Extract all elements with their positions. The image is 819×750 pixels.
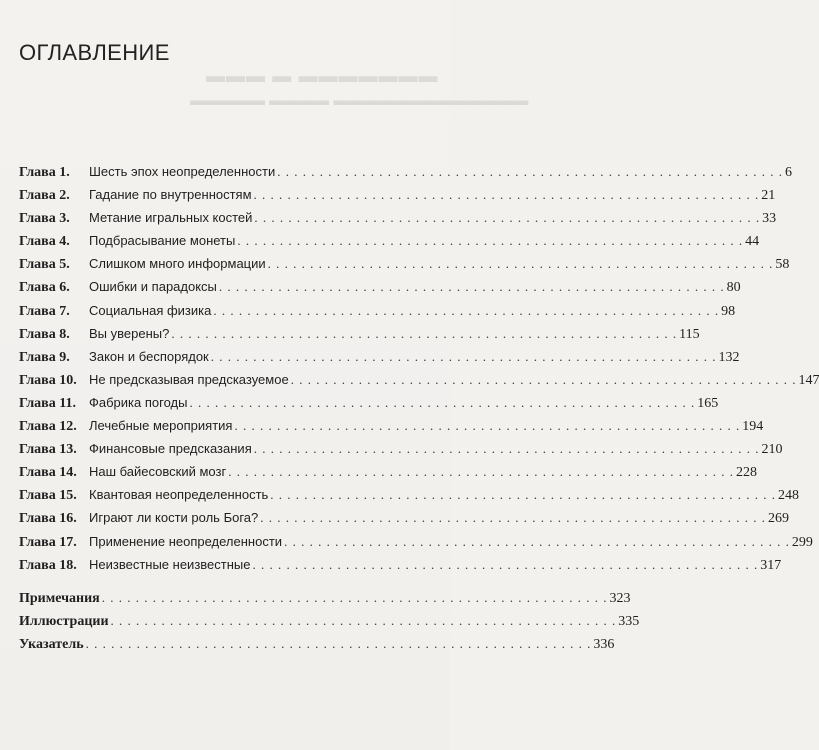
dot-leader	[284, 530, 790, 553]
chapter-number: Глава 14.	[19, 465, 77, 481]
toc-entry	[19, 391, 719, 414]
bleed-through-text: ▬▬▬▬▬ ▬▬▬▬ ▬▬▬▬▬▬▬▬▬▬▬▬▬	[190, 92, 529, 109]
chapter-number: Глава 10.	[19, 372, 77, 388]
page-number: 58	[775, 257, 790, 273]
chapter-title: Квантовая неопределенность	[89, 487, 269, 503]
page-number: 317	[760, 557, 782, 573]
chapter-number: Глава 9.	[19, 349, 70, 365]
back-matter-title: Иллюстрации	[19, 613, 109, 629]
toc-entry	[19, 460, 757, 483]
dot-leader	[219, 275, 725, 298]
chapter-title: Слишком много информации	[89, 256, 266, 272]
dot-leader	[254, 437, 760, 460]
toc-entry	[19, 483, 800, 506]
chapter-title: Гадание по внутренностям	[89, 187, 252, 203]
chapter-list	[19, 160, 819, 576]
dot-leader	[268, 252, 774, 275]
page-number: 21	[761, 188, 776, 204]
chapter-number: Глава 16.	[19, 511, 77, 527]
chapter-number: Глава 8.	[19, 326, 70, 342]
back-matter-entry	[19, 586, 631, 609]
toc-entry	[19, 229, 760, 252]
page-number: 44	[745, 234, 760, 250]
toc-entry	[19, 368, 819, 391]
toc-entry	[19, 506, 789, 529]
chapter-number: Глава 1.	[19, 165, 70, 180]
page-number: 147	[798, 372, 819, 388]
page-number: 299	[791, 534, 813, 550]
page-number: 165	[697, 395, 719, 411]
toc-entry	[19, 183, 776, 206]
page-number: 33	[762, 211, 777, 227]
dot-leader	[189, 391, 695, 414]
chapter-title: Финансовые предсказания	[89, 441, 252, 457]
chapter-title: Метание игральных костей	[89, 210, 253, 226]
chapter-number: Глава 5.	[19, 257, 70, 273]
chapter-number: Глава 18.	[19, 557, 77, 573]
page-number: 194	[742, 419, 764, 435]
toc-entry	[19, 530, 813, 553]
back-matter-list	[19, 586, 640, 655]
back-matter-title: Примечания	[19, 590, 100, 606]
chapter-title: Играют ли кости роль Бога?	[89, 510, 259, 526]
chapter-number: Глава 11.	[19, 395, 76, 411]
chapter-number: Глава 4.	[19, 234, 70, 250]
dot-leader	[291, 368, 797, 391]
toc-entry	[19, 437, 783, 460]
dot-leader	[111, 609, 617, 632]
table-of-contents	[19, 160, 819, 655]
dot-leader	[252, 553, 758, 576]
chapter-title: Не предсказывая предсказуемое	[89, 371, 289, 387]
dot-leader	[86, 632, 592, 655]
page-number: 98	[721, 303, 736, 319]
chapter-number: Глава 6.	[19, 280, 70, 296]
chapter-title: Фабрика погоды	[89, 394, 188, 410]
page-number: 335	[618, 613, 640, 629]
chapter-title: Вы уверены?	[89, 325, 170, 341]
page-number: 6	[784, 165, 792, 180]
chapter-title: Ошибки и парадоксы	[89, 279, 217, 295]
chapter-number: Глава 3.	[19, 211, 70, 227]
page-number: 80	[726, 280, 741, 296]
toc-entry	[19, 322, 700, 345]
chapter-number: Глава 7.	[19, 303, 70, 319]
back-matter-title: Указатель	[19, 636, 84, 652]
chapter-number: Глава 17.	[19, 534, 77, 550]
page-number: 269	[768, 511, 789, 527]
toc-entry	[19, 252, 790, 275]
chapter-title: Неизвестные неизвестные	[89, 556, 251, 572]
chapter-number: Глава 15.	[19, 488, 77, 504]
page-number: 132	[718, 349, 740, 365]
dot-leader	[234, 414, 740, 437]
toc-entry	[19, 553, 782, 576]
page-number: 323	[609, 590, 631, 606]
page-number: 115	[679, 326, 700, 342]
chapter-number: Глава 13.	[19, 442, 77, 458]
dot-leader	[211, 345, 717, 368]
chapter-title: Наш байесовский мозг	[89, 464, 227, 480]
dot-leader	[254, 206, 760, 229]
chapter-title: Закон и беспорядок	[89, 348, 209, 364]
chapter-number: Глава 2.	[19, 188, 70, 204]
bleed-through-text: ▬▬▬ ▬ ▬▬▬▬▬▬▬	[206, 66, 439, 87]
chapter-title: Шесть эпох неопределенности	[89, 164, 276, 179]
toc-entry	[19, 345, 740, 368]
dot-leader	[277, 160, 783, 183]
chapter-title: Лечебные мероприятия	[89, 418, 233, 434]
chapter-title: Применение неопределенности	[89, 533, 283, 549]
toc-entry	[19, 275, 741, 298]
back-matter-entry	[19, 632, 615, 655]
chapter-title: Подбрасывание монеты	[89, 233, 236, 249]
dot-leader	[260, 506, 766, 529]
page-number: 248	[778, 488, 800, 504]
dot-leader	[237, 229, 743, 252]
toc-entry	[19, 414, 764, 437]
page-number: 228	[735, 465, 757, 481]
page-number: 210	[761, 442, 783, 458]
dot-leader	[270, 483, 776, 506]
chapter-number: Глава 12.	[19, 419, 77, 435]
back-matter-entry	[19, 609, 640, 632]
dot-leader	[171, 322, 677, 345]
dot-leader	[228, 460, 734, 483]
dot-leader	[102, 586, 608, 609]
dot-leader	[254, 183, 760, 206]
dot-leader	[213, 299, 719, 322]
page-number: 336	[593, 636, 615, 652]
toc-entry	[19, 206, 777, 229]
chapter-title: Социальная физика	[89, 302, 212, 318]
toc-heading: ОГЛАВЛЕНИЕ	[19, 40, 170, 65]
toc-entry	[19, 299, 736, 322]
toc-entry	[19, 160, 792, 183]
